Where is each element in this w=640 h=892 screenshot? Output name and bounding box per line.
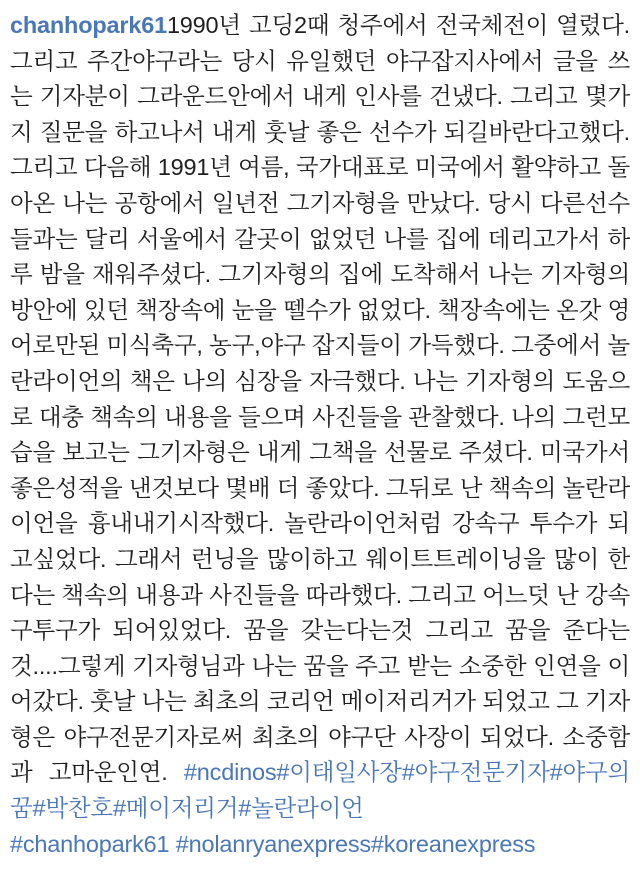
caption-body: 1990년 고딩2때 청주에서 전국체전이 열렸다. 그리고 주간야구라는 당시 유일했던 야구잡지사에서 글을 쓰는 기자분이 그라운드안에서 내게 인사를 건냈다. 그리고 몇가지 질문을 하고나서 내게 훗날 좋은 선수가 되길바란다고했다. 그리고 다음해 1991년 여름, 국가대표로 미국에서 활약하고 돌아온 나는 공항에서 일년전 그기자형을 만났다. 당시 다른선수들과는 달리 서울에서 갈곳이 없었던 나를 집에 데리고가서 하루 밤을 재워주셨다. 그기자형의 집에 도착해서 나는 기자형의 방안에 있던 책장속에 눈을 뗄수가 없었다. 책장속에는 온갓 영어로만된 미식축구, 농구,야구 잡지들이 가득했다. 그중에서 놀란라이언의 책은 나의 심장을 자극했다. 나는 기자형의 도움으로 대충 책속의 내용을 들으며 사진들을 관찰했다. 나의 그런모습을 보고는 그기자형은 내게 그책을 선물로 주셨다. 미국가서 좋은성적을 낸것보다 몇배 더 좋았다. 그뒤로 난 책속의 놀란라이언을 흉내내기시작했다. 놀란라이언처럼 강속구 투수가 되고싶었다. 그래서 런닝을 많이하고 웨이트트레이닝을 많이 한다는 책속의 내용과 사진들을 따라했다. 그리고 어느덧 난 강속구투구가 되어있었다. 꿈을 갖는다는것 그리고 꿈을 준다는것....그렇게 기자형님과 나는 꿈을 주고 받는 소중한 인연을 이어갔다. 훗날 나는 최초의 코리언 메이저리거가 되었고 그 기자형은 야구전문기자로써 최초의 야구단 사장이 되었다. 소중함과 고마운인연. [10, 12, 630, 786]
tag-hashtags[interactable]: #nolanryanexpress#koreanexpress [169, 830, 536, 857]
username-link[interactable]: chanhopark61 [10, 12, 167, 38]
caption-tag-line [10, 827, 630, 863]
caption-text [10, 8, 630, 827]
caption-hashtags[interactable]: #ncdinos#이태일사장#야구전문기자#야구의꿈#박찬호#메이저리거#놀란라이언 [10, 759, 630, 822]
mention-chanhopark61[interactable]: #chanhopark61 [10, 830, 170, 857]
